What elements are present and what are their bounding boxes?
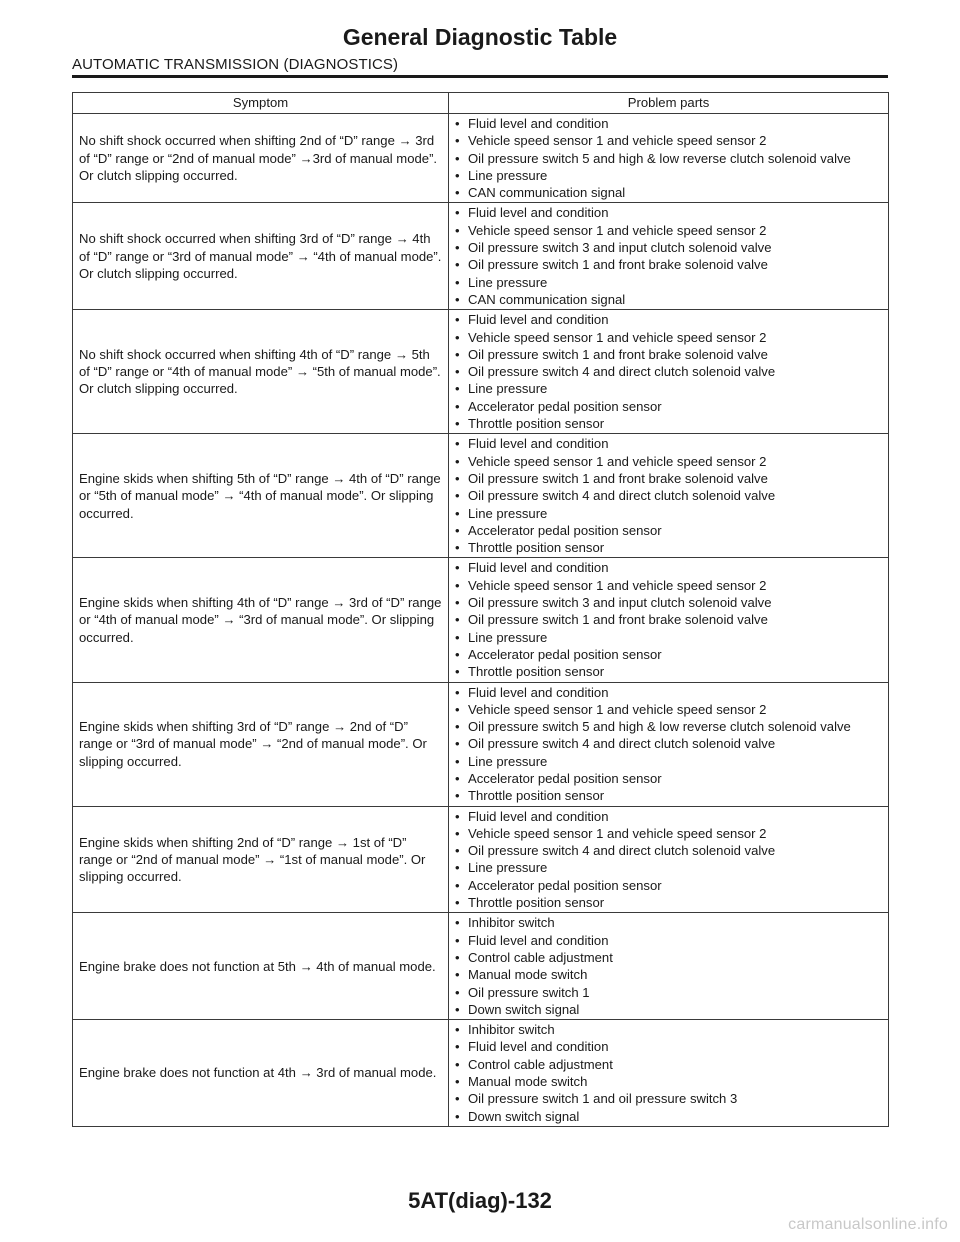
problem-parts-list — [454, 115, 888, 201]
list-item: • Line pressure — [454, 167, 888, 184]
list-item: • Oil pressure switch 5 and high & low reverse clutch solenoid valve — [454, 150, 888, 167]
problem-parts-list — [454, 311, 888, 432]
problem-parts-cell — [449, 434, 889, 558]
table-row — [73, 1020, 889, 1127]
section-title: AUTOMATIC TRANSMISSION (DIAGNOSTICS) — [72, 56, 399, 73]
list-item: • Vehicle speed sensor 1 and vehicle speed sensor 2 — [454, 453, 888, 470]
problem-parts-cell — [449, 806, 889, 913]
list-item: • Throttle position sensor — [454, 539, 888, 556]
problem-parts-list — [454, 204, 888, 308]
page-title: General Diagnostic Table — [342, 24, 618, 50]
list-item: • Manual mode switch — [454, 966, 888, 983]
symptom-cell: No shift shock occurred when shifting 3rd of “D” range → 4th of “D” range or “3rd of manual mode” → “4th of manual mode”. Or clutch slipping occurred. — [73, 203, 449, 310]
problem-parts-cell — [449, 558, 889, 682]
list-item: • Fluid level and condition — [454, 559, 888, 576]
list-item: • Oil pressure switch 1 and front brake solenoid valve — [454, 346, 888, 363]
table-header — [73, 93, 889, 114]
problem-parts-list — [454, 559, 888, 680]
list-item: • Oil pressure switch 4 and direct clutch solenoid valve — [454, 735, 888, 752]
problem-parts-cell — [449, 913, 889, 1020]
list-item: • Manual mode switch — [454, 1073, 888, 1090]
list-item: • Down switch signal — [454, 1108, 888, 1125]
list-item: • Line pressure — [454, 380, 888, 397]
list-item: • Oil pressure switch 1 and oil pressure switch 3 — [454, 1090, 888, 1107]
list-item: • Accelerator pedal position sensor — [454, 646, 888, 663]
page-number: 5AT(diag)-132 — [408, 1188, 552, 1213]
list-item: • Oil pressure switch 1 and front brake solenoid valve — [454, 611, 888, 628]
list-item: • Line pressure — [454, 505, 888, 522]
diagnostic-table — [72, 92, 889, 1127]
list-item: • Fluid level and condition — [454, 1038, 888, 1055]
column-header-symptom: Symptom — [73, 93, 449, 114]
problem-parts-cell — [449, 114, 889, 203]
list-item: • Fluid level and condition — [454, 932, 888, 949]
table-row — [73, 806, 889, 913]
list-item: • Oil pressure switch 3 and input clutch solenoid valve — [454, 594, 888, 611]
list-item: • Control cable adjustment — [454, 949, 888, 966]
problem-parts-list — [454, 808, 888, 912]
symptom-cell: No shift shock occurred when shifting 4th of “D” range → 5th of “D” range or “4th of manual mode” → “5th of manual mode”. Or clutch slipping occurred. — [73, 310, 449, 434]
list-item: • Line pressure — [454, 274, 888, 291]
problem-parts-cell — [449, 682, 889, 806]
table-row — [73, 913, 889, 1020]
list-item: • Throttle position sensor — [454, 663, 888, 680]
table-row — [73, 558, 889, 682]
list-item: • Line pressure — [454, 753, 888, 770]
list-item: • Line pressure — [454, 629, 888, 646]
problem-parts-list — [454, 435, 888, 556]
problem-parts-list — [454, 1021, 888, 1125]
list-item: • Vehicle speed sensor 1 and vehicle speed sensor 2 — [454, 132, 888, 149]
list-item: • Oil pressure switch 3 and input clutch solenoid valve — [454, 239, 888, 256]
list-item: • Accelerator pedal position sensor — [454, 877, 888, 894]
list-item: • Accelerator pedal position sensor — [454, 522, 888, 539]
list-item: • Oil pressure switch 1 — [454, 984, 888, 1001]
table-header-row — [73, 93, 889, 114]
table-row — [73, 114, 889, 203]
list-item: • Inhibitor switch — [454, 914, 888, 931]
list-item: • Throttle position sensor — [454, 894, 888, 911]
problem-parts-list — [454, 684, 888, 805]
table-row — [73, 682, 889, 806]
list-item: • Vehicle speed sensor 1 and vehicle speed sensor 2 — [454, 825, 888, 842]
symptom-cell: Engine skids when shifting 3rd of “D” range → 2nd of “D” range or “3rd of manual mode” → “2nd of manual mode”. Or slipping occurred. — [73, 682, 449, 806]
column-header-problem-parts: Problem parts — [449, 93, 889, 114]
list-item: • Oil pressure switch 4 and direct clutch solenoid valve — [454, 487, 888, 504]
problem-parts-cell — [449, 203, 889, 310]
list-item: • CAN communication signal — [454, 291, 888, 308]
list-item: • Accelerator pedal position sensor — [454, 770, 888, 787]
table-row — [73, 310, 889, 434]
list-item: • Fluid level and condition — [454, 115, 888, 132]
problem-parts-list — [454, 914, 888, 1018]
symptom-cell: Engine skids when shifting 2nd of “D” range → 1st of “D” range or “2nd of manual mode” → “1st of manual mode”. Or slipping occurred. — [73, 806, 449, 913]
list-item: • Inhibitor switch — [454, 1021, 888, 1038]
symptom-cell: No shift shock occurred when shifting 2nd of “D” range → 3rd of “D” range or “2nd of manual mode” →3rd of manual mode”. Or clutch slipping occurred. — [73, 114, 449, 203]
symptom-cell: Engine brake does not function at 5th → 4th of manual mode. — [73, 913, 449, 1020]
list-item: • Oil pressure switch 4 and direct clutch solenoid valve — [454, 363, 888, 380]
list-item: • Fluid level and condition — [454, 808, 888, 825]
list-item: • Accelerator pedal position sensor — [454, 398, 888, 415]
list-item: • Down switch signal — [454, 1001, 888, 1018]
list-item: • Oil pressure switch 1 and front brake solenoid valve — [454, 256, 888, 273]
table-row — [73, 203, 889, 310]
list-item: • Oil pressure switch 1 and front brake solenoid valve — [454, 470, 888, 487]
symptom-cell: Engine skids when shifting 5th of “D” range → 4th of “D” range or “5th of manual mode” → “4th of manual mode”. Or slipping occurred. — [73, 434, 449, 558]
list-item: • Vehicle speed sensor 1 and vehicle speed sensor 2 — [454, 701, 888, 718]
list-item: • Vehicle speed sensor 1 and vehicle speed sensor 2 — [454, 329, 888, 346]
list-item: • Fluid level and condition — [454, 435, 888, 452]
list-item: • Oil pressure switch 5 and high & low reverse clutch solenoid valve — [454, 718, 888, 735]
list-item: • Vehicle speed sensor 1 and vehicle speed sensor 2 — [454, 577, 888, 594]
table-row — [73, 434, 889, 558]
symptom-cell: Engine brake does not function at 4th → 3rd of manual mode. — [73, 1020, 449, 1127]
list-item: • Fluid level and condition — [454, 204, 888, 221]
list-item: • Line pressure — [454, 859, 888, 876]
symptom-cell: Engine skids when shifting 4th of “D” range → 3rd of “D” range or “4th of manual mode” → “3rd of manual mode”. Or slipping occurred. — [73, 558, 449, 682]
list-item: • Fluid level and condition — [454, 311, 888, 328]
list-item: • Fluid level and condition — [454, 684, 888, 701]
problem-parts-cell — [449, 310, 889, 434]
list-item: • CAN communication signal — [454, 184, 888, 201]
list-item: • Oil pressure switch 4 and direct clutch solenoid valve — [454, 842, 888, 859]
header-rule — [72, 75, 888, 78]
problem-parts-cell — [449, 1020, 889, 1127]
list-item: • Vehicle speed sensor 1 and vehicle speed sensor 2 — [454, 222, 888, 239]
list-item: • Control cable adjustment — [454, 1056, 888, 1073]
list-item: • Throttle position sensor — [454, 415, 888, 432]
watermark: carmanualsonline.info — [788, 1216, 948, 1233]
table-body — [73, 114, 889, 1127]
list-item: • Throttle position sensor — [454, 787, 888, 804]
